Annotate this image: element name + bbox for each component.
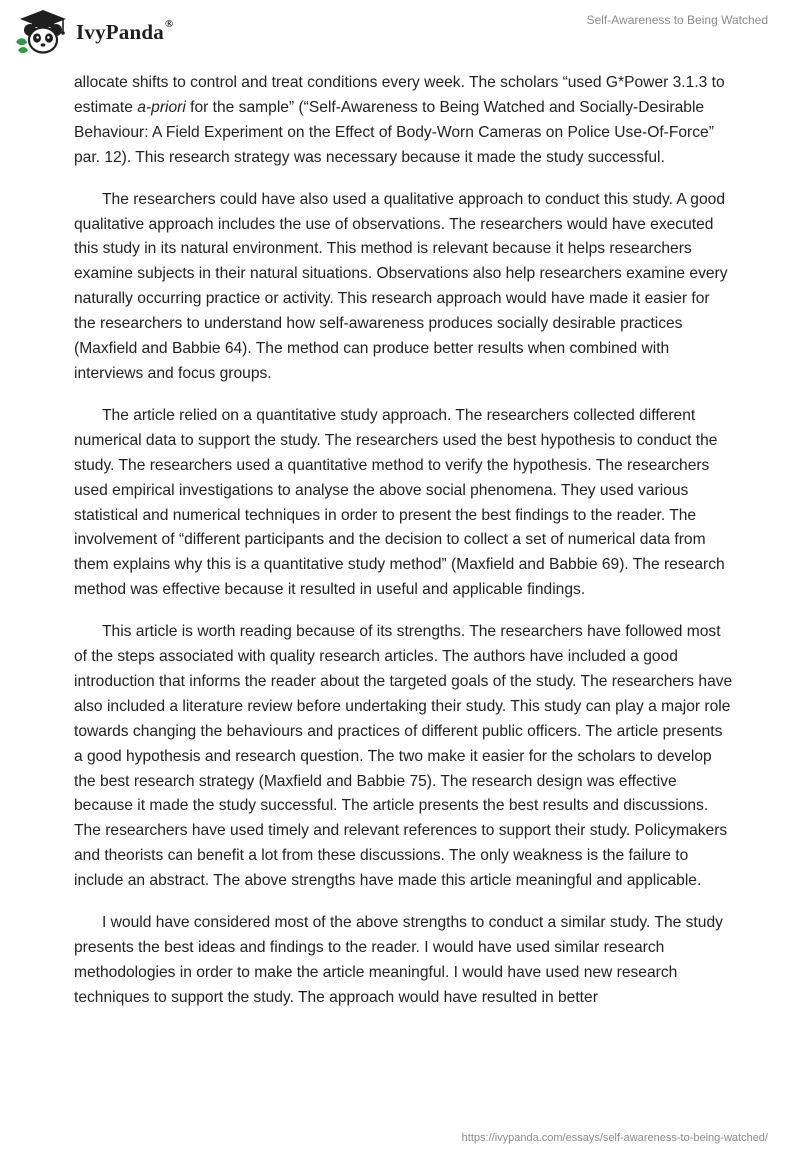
trademark-mark: ®: [164, 17, 174, 30]
panda-graduate-icon: [14, 8, 72, 56]
paragraph-5: I would have considered most of the above strengths to conduct a similar study. The study presents the best ideas and findings to the reader. I would have used similar research methodologies in order to make the article meaningful. I would have used new research techniques to support the study. The approach would have resulted in better: [74, 914, 723, 1006]
page-header: [0, 0, 800, 60]
paragraph-1-part-a: allocate shifts to control and treat conditions every week. The scholars “used G*Power 3.1.3 to estimate: [74, 74, 725, 116]
paragraph-1-part-b: for the sample” (“Self-Awareness to Being Watched and Socially-Desirable Behaviour: A Field Experiment on the Effect of Body-Worn Cameras on Police Use-Of-Force” par. 12). This research strategy was necessary because it made the study successful.: [74, 98, 714, 166]
brand-logo[interactable]: [14, 8, 173, 56]
source-url-link[interactable]: https://ivypanda.com/essays/self-awareness-to-being-watched/: [461, 1132, 768, 1144]
paragraph-1: [74, 71, 734, 171]
brand-name: [76, 17, 174, 45]
brand-name-text: IvyPanda: [76, 19, 164, 44]
essay-body: [74, 71, 734, 1028]
paragraph-4: This article is worth reading because of its strengths. The researchers have followed most of the steps associated with quality research articles. The authors have included a good introduction that informs the reader about the targeted goals of the study. The researchers have also included a literature review before undertaking their study. This study can play a major role towards changing the behaviours and practices of different public officers. The article presents a good hypothesis and research question. The two make it easier for the scholars to develop the best research strategy (Maxfield and Babbie 75). The research design was effective because it made the study successful. The article presents the best results and discussions. The researchers have used timely and relevant references to support their study. Policymakers and theorists can benefit a lot from these discussions. The only weakness is the failure to include an abstract. The above strengths have made this article meaningful and applicable.: [74, 623, 733, 890]
paragraph-3: The article relied on a quantitative study approach. The researchers collected different numerical data to support the study. The researchers used the best hypothesis to conduct the study. The researchers used a quantitative method to verify the hypothesis. The researchers used empirical investigations to analyse the above social phenomena. They used various statistical and numerical techniques in order to present the best findings to the reader. The involvement of “different participants and the decision to collect a set of numerical data from them explains why this is a quantitative study method” (Maxfield and Babbie 69). The research method was effective because it resulted in useful and applicable findings.: [74, 406, 725, 599]
paragraph-1-emphasis: a-priori: [137, 98, 186, 116]
essay-title: Self-Awareness to Being Watched: [586, 13, 768, 27]
paragraph-2: The researchers could have also used a qualitative approach to conduct this study. A good qualitative approach includes the use of observations. The researchers would have executed this study in its natural environment. This method is relevant because it helps researchers examine subjects in their natural situations. Observations also help researchers examine every naturally occurring practice or activity. This research approach would have made it easier for the researchers to understand how self-awareness produces socially desirable practices (Maxfield and Babbie 64). The method can produce better results when combined with interviews and focus groups.: [74, 190, 728, 382]
